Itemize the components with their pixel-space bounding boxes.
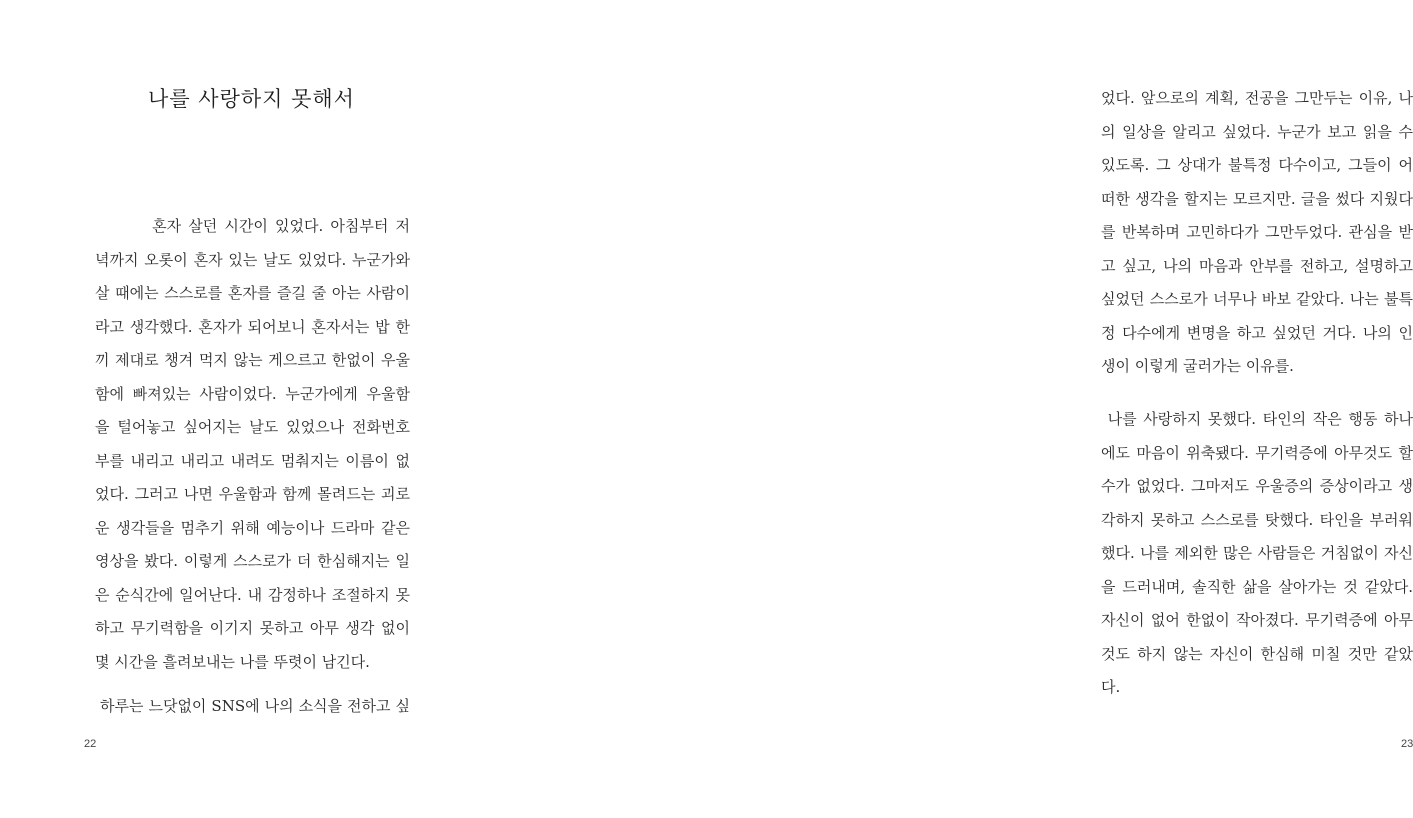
text-line: 몇 시간을 흘려보내는 나를 뚜렷이 남긴다.: [95, 652, 370, 671]
right-paragraph-2: [1101, 403, 1413, 705]
text-line: 것도 하지 않는 자신이 한심해 미칠 것만 같았: [1101, 644, 1413, 663]
text-line: 었다. 그러고 나면 우울함과 함께 몰려드는 괴로: [95, 485, 410, 503]
text-line: 를 반복하며 고민하다가 그만두었다. 관심을 받: [1101, 223, 1413, 241]
left-paragraph-2: [95, 690, 410, 724]
text-line: 부를 내리고 내리고 내려도 멈춰지는 이름이 없: [95, 451, 410, 470]
text-line: 의 일상을 알리고 싶었다. 누군가 보고 읽을 수: [1101, 122, 1413, 141]
text-line: 떠한 생각을 할지는 모르지만. 글을 썼다 지웠다: [1101, 189, 1413, 208]
text-line: 에도 마음이 위축됐다. 무기력증에 아무것도 할: [1101, 443, 1413, 462]
text-line: 나를 사랑하지 못했다. 타인의 작은 행동 하나: [1101, 410, 1413, 428]
text-line: 살 때에는 스스로를 혼자를 즐길 줄 아는 사람이: [95, 284, 410, 302]
page-number-right: 23: [1401, 738, 1413, 750]
text-line: 정 다수에게 변명을 하고 싶었던 거다. 나의 인: [1101, 323, 1413, 342]
text-line: 함에 빠져있는 사람이었다. 누군가에게 우울함: [95, 384, 410, 403]
text-line: 있도록. 그 상대가 불특정 다수이고, 그들이 어: [1101, 156, 1413, 174]
text-line: 끼 제대로 챙겨 먹지 않는 게으르고 한없이 우울: [95, 351, 410, 369]
text-line: 을 털어놓고 싶어지는 날도 있었으나 전화번호: [95, 418, 410, 436]
text-line: 생이 이렇게 굴러가는 이유를.: [1101, 357, 1294, 375]
text-line: 수가 없었다. 그마저도 우울증의 증상이라고 생: [1101, 477, 1413, 495]
text-line: 하루는 느닷없이 SNS에 나의 소식을 전하고 싶: [95, 697, 410, 715]
text-line: 었다. 앞으로의 계획, 전공을 그만두는 이유, 나: [1101, 89, 1413, 107]
left-page: [0, 0, 500, 818]
text-line: 하고 무기력함을 이기지 못하고 아무 생각 없이: [95, 619, 410, 637]
text-line: 고 싶고, 나의 마음과 안부를 전하고, 설명하고: [1101, 256, 1413, 275]
right-paragraph-1: [1101, 82, 1413, 384]
text-line: 라고 생각했다. 혼자가 되어보니 혼자서는 밥 한: [95, 317, 410, 336]
left-paragraph-1: [95, 210, 410, 679]
chapter-title: 나를 사랑하지 못해서: [148, 87, 355, 111]
text-line: 녁까지 오롯이 혼자 있는 날도 있었다. 누군가와: [95, 250, 410, 269]
text-line: 각하지 못하고 스스로를 탓했다. 타인을 부러워: [1101, 510, 1413, 529]
text-line: 혼자 살던 시간이 있었다. 아침부터 저: [95, 217, 410, 235]
text-line: 은 순식간에 일어난다. 내 감정하나 조절하지 못: [95, 585, 410, 604]
right-page: [500, 0, 1413, 818]
text-line: 자신이 없어 한없이 작아졌다. 무기력증에 아무: [1101, 611, 1413, 629]
text-line: 운 생각들을 멈추기 위해 예능이나 드라마 같은: [95, 518, 410, 537]
text-line: 다.: [1101, 678, 1121, 696]
text-line: 영상을 봤다. 이렇게 스스로가 더 한심해지는 일: [95, 552, 410, 570]
text-line: 했다. 나를 제외한 많은 사람들은 거침없이 자신: [1101, 544, 1413, 562]
text-line: 을 드러내며, 솔직한 삶을 살아가는 것 같았다.: [1101, 577, 1413, 596]
page-number-left: 22: [84, 738, 97, 750]
text-line: 싶었던 스스로가 너무나 바보 같았다. 나는 불특: [1101, 290, 1413, 308]
